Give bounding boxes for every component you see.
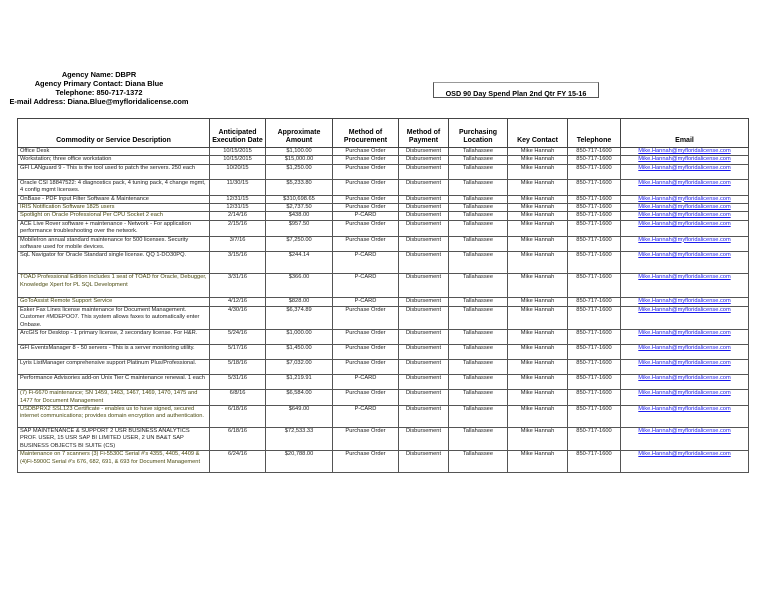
agency-info xyxy=(0,70,198,106)
table-row xyxy=(18,195,749,203)
email-link[interactable]: Mike.Hannah@myfloridalicense.com xyxy=(638,164,731,171)
payment-cell: Disbursement xyxy=(399,345,449,360)
header-telephone: Telephone xyxy=(568,119,621,148)
email-link[interactable]: Mike.Hannah@myfloridalicense.com xyxy=(638,360,731,367)
agency-name: Agency Name: DBPR xyxy=(61,70,137,79)
email-link[interactable]: Mike.Hannah@myfloridalicense.com xyxy=(638,451,731,458)
payment-cell: Disbursement xyxy=(399,427,449,450)
payment-cell: Disbursement xyxy=(399,156,449,164)
payment-cell: Disbursement xyxy=(399,252,449,274)
description-cell: GFI EventsManager 8 - 50 servers - This is a server monitoring utility. xyxy=(18,345,210,360)
header-date: Anticipated Execution Date xyxy=(210,119,266,148)
date-cell: 5/18/16 xyxy=(210,360,266,375)
location-cell: Tallahassee xyxy=(449,298,508,306)
description-cell: ArcGIS for Desktop - 1 primary license, 2 secondary license. For H&R. xyxy=(18,330,210,345)
description-cell: MobileIron annual standard maintenance for 500 licenses. Security software used for mobile devices. xyxy=(18,236,210,252)
email-link[interactable]: Mike.Hannah@myfloridalicense.com xyxy=(638,252,731,259)
contact-cell: Mike Hannah xyxy=(508,212,568,220)
description-cell: Workstation; three office workstation xyxy=(18,156,210,164)
telephone-cell: 850-717-1600 xyxy=(568,451,621,473)
header-procurement: Method of Procurement xyxy=(333,119,399,148)
procurement-cell: Purchase Order xyxy=(333,330,399,345)
date-cell: 2/14/16 xyxy=(210,212,266,220)
location-cell: Tallahassee xyxy=(449,236,508,252)
amount-cell: $1,250.00 xyxy=(266,164,333,179)
description-cell: IRIS Notification Software 1825 users xyxy=(18,204,210,212)
table-row xyxy=(18,451,749,473)
table-row xyxy=(18,274,749,298)
procurement-cell: P-CARD xyxy=(333,298,399,306)
telephone-cell: 850-717-1600 xyxy=(568,360,621,375)
description-cell: Oracle CSI 18847522: 4 diagnostics pack, 4 tuning pack, 4 change mgmt, 4 config mgmt licenses. xyxy=(18,179,210,195)
header-payment: Method of Payment xyxy=(399,119,449,148)
contact-cell: Mike Hannah xyxy=(508,375,568,390)
contact-cell: Mike Hannah xyxy=(508,345,568,360)
date-cell: 10/15/2015 xyxy=(210,148,266,156)
location-cell: Tallahassee xyxy=(449,220,508,236)
date-cell: 5/31/16 xyxy=(210,375,266,390)
payment-cell: Disbursement xyxy=(399,390,449,406)
procurement-cell: Purchase Order xyxy=(333,204,399,212)
date-cell: 10/15/2015 xyxy=(210,156,266,164)
telephone-cell: 850-717-1600 xyxy=(568,298,621,306)
payment-cell: Disbursement xyxy=(399,274,449,298)
header-location: Purchasing Location xyxy=(449,119,508,148)
table-row xyxy=(18,360,749,375)
table-row xyxy=(18,390,749,406)
email-cell xyxy=(621,164,749,179)
amount-cell: $6,584.00 xyxy=(266,390,333,406)
date-cell: 4/30/16 xyxy=(210,306,266,329)
email-cell xyxy=(621,252,749,274)
date-cell: 6/18/16 xyxy=(210,427,266,450)
amount-cell: $5,233.80 xyxy=(266,179,333,195)
payment-cell: Disbursement xyxy=(399,164,449,179)
email-link[interactable]: Mike.Hannah@myfloridalicense.com xyxy=(638,195,731,202)
contact-cell: Mike Hannah xyxy=(508,427,568,450)
email-cell xyxy=(621,306,749,329)
location-cell: Tallahassee xyxy=(449,179,508,195)
contact-cell: Mike Hannah xyxy=(508,204,568,212)
email-cell xyxy=(621,345,749,360)
date-cell: 3/7/16 xyxy=(210,236,266,252)
payment-cell: Disbursement xyxy=(399,306,449,329)
location-cell: Tallahassee xyxy=(449,274,508,298)
email-cell xyxy=(621,405,749,427)
email-cell xyxy=(621,212,749,220)
procurement-cell: Purchase Order xyxy=(333,156,399,164)
description-cell: GFI LANguard 9 - This is the tool used to patch the servers. 250 each xyxy=(18,164,210,179)
payment-cell: Disbursement xyxy=(399,220,449,236)
telephone-cell: 850-717-1600 xyxy=(568,195,621,203)
procurement-cell: P-CARD xyxy=(333,405,399,427)
location-cell: Tallahassee xyxy=(449,195,508,203)
procurement-cell: Purchase Order xyxy=(333,220,399,236)
table-row xyxy=(18,164,749,179)
amount-cell: $828.00 xyxy=(266,298,333,306)
contact-cell: Mike Hannah xyxy=(508,156,568,164)
header-contact: Key Contact xyxy=(508,119,568,148)
date-cell: 4/12/16 xyxy=(210,298,266,306)
amount-cell: $310,698.65 xyxy=(266,195,333,203)
spend-plan-table xyxy=(17,118,749,473)
email-cell xyxy=(621,156,749,164)
procurement-cell: Purchase Order xyxy=(333,164,399,179)
payment-cell: Disbursement xyxy=(399,148,449,156)
contact-cell: Mike Hannah xyxy=(508,451,568,473)
table-row xyxy=(18,405,749,427)
payment-cell: Disbursement xyxy=(399,179,449,195)
plan-title: OSD 90 Day Spend Plan 2nd Qtr FY 15-16 xyxy=(433,82,599,98)
amount-cell: $366.00 xyxy=(266,274,333,298)
table-row xyxy=(18,156,749,164)
table-header-row xyxy=(18,119,749,148)
email-link[interactable]: Mike.Hannah@myfloridalicense.com xyxy=(638,330,731,337)
procurement-cell: P-CARD xyxy=(333,274,399,298)
table-row xyxy=(18,236,749,252)
contact-cell: Mike Hannah xyxy=(508,252,568,274)
table-row xyxy=(18,375,749,390)
contact-cell: Mike Hannah xyxy=(508,330,568,345)
amount-cell: $1,219.91 xyxy=(266,375,333,390)
agency-contact: Agency Primary Contact: Diana Blue xyxy=(34,79,164,88)
amount-cell: $2,737.50 xyxy=(266,204,333,212)
amount-cell: $6,374.89 xyxy=(266,306,333,329)
location-cell: Tallahassee xyxy=(449,306,508,329)
date-cell: 6/8/16 xyxy=(210,390,266,406)
amount-cell: $7,250.00 xyxy=(266,236,333,252)
amount-cell: $15,000.00 xyxy=(266,156,333,164)
email-cell xyxy=(621,274,749,298)
location-cell: Tallahassee xyxy=(449,212,508,220)
description-cell: (7) Fi-6670 maintenance; SN 1459, 1463, 1467, 1469, 1470, 1475 and 1477 for Document Management xyxy=(18,390,210,406)
email-cell xyxy=(621,148,749,156)
amount-cell: $649.00 xyxy=(266,405,333,427)
email-link[interactable]: Mike.Hannah@myfloridalicense.com xyxy=(638,345,731,352)
telephone-cell: 850-717-1600 xyxy=(568,345,621,360)
telephone-cell: 850-717-1600 xyxy=(568,164,621,179)
contact-cell: Mike Hannah xyxy=(508,390,568,406)
procurement-cell: Purchase Order xyxy=(333,148,399,156)
telephone-cell: 850-717-1600 xyxy=(568,236,621,252)
procurement-cell: Purchase Order xyxy=(333,306,399,329)
description-cell: Esker Fax Lines license maintenance for Document Management. Customer #MDEPOO7. This system allows faxes to automatically enter Onbase. xyxy=(18,306,210,329)
email-link[interactable]: Mike.Hannah@myfloridalicense.com xyxy=(638,306,731,313)
email-cell xyxy=(621,375,749,390)
email-link[interactable]: Mike.Hannah@myfloridalicense.com xyxy=(638,298,731,305)
email-cell xyxy=(621,360,749,375)
procurement-cell: Purchase Order xyxy=(333,390,399,406)
payment-cell: Disbursement xyxy=(399,375,449,390)
email-cell xyxy=(621,179,749,195)
table-row xyxy=(18,212,749,220)
table-row xyxy=(18,252,749,274)
contact-cell: Mike Hannah xyxy=(508,360,568,375)
telephone-cell: 850-717-1600 xyxy=(568,212,621,220)
email-link[interactable]: Mike.Hannah@myfloridalicense.com xyxy=(638,427,731,434)
description-cell: Lyris ListManager comprehensive support Platinum Plus/Professional. xyxy=(18,360,210,375)
procurement-cell: Purchase Order xyxy=(333,179,399,195)
email-cell xyxy=(621,298,749,306)
email-link[interactable]: Mike.Hannah@myfloridalicense.com xyxy=(638,212,731,219)
contact-cell: Mike Hannah xyxy=(508,236,568,252)
email-cell xyxy=(621,236,749,252)
agency-email: E-mail Address: Diana.Blue@myfloridalicense.com xyxy=(9,97,189,106)
description-cell: ACE Live Rover software + maintenance - Network - For application performance troubleshooting over the network. xyxy=(18,220,210,236)
procurement-cell: P-CARD xyxy=(333,252,399,274)
email-link[interactable]: Mike.Hannah@myfloridalicense.com xyxy=(638,220,731,227)
telephone-cell: 850-717-1600 xyxy=(568,274,621,298)
telephone-cell: 850-717-1600 xyxy=(568,405,621,427)
email-link[interactable]: Mike.Hannah@myfloridalicense.com xyxy=(638,236,731,243)
procurement-cell: Purchase Order xyxy=(333,451,399,473)
amount-cell: $1,450.00 xyxy=(266,345,333,360)
table-row xyxy=(18,220,749,236)
payment-cell: Disbursement xyxy=(399,451,449,473)
agency-telephone: Telephone: 850-717-1372 xyxy=(55,88,143,97)
header-description: Commodity or Service Description xyxy=(18,119,210,148)
email-link[interactable]: Mike.Hannah@myfloridalicense.com xyxy=(638,390,731,397)
contact-cell: Mike Hannah xyxy=(508,405,568,427)
location-cell: Tallahassee xyxy=(449,345,508,360)
contact-cell: Mike Hannah xyxy=(508,164,568,179)
email-link[interactable]: Mike.Hannah@myfloridalicense.com xyxy=(638,204,731,211)
telephone-cell: 850-717-1600 xyxy=(568,390,621,406)
telephone-cell: 850-717-1600 xyxy=(568,204,621,212)
location-cell: Tallahassee xyxy=(449,164,508,179)
table-row xyxy=(18,298,749,306)
date-cell: 11/30/15 xyxy=(210,179,266,195)
contact-cell: Mike Hannah xyxy=(508,195,568,203)
procurement-cell: Purchase Order xyxy=(333,236,399,252)
telephone-cell: 850-717-1600 xyxy=(568,427,621,450)
procurement-cell: Purchase Order xyxy=(333,427,399,450)
contact-cell: Mike Hannah xyxy=(508,306,568,329)
email-cell xyxy=(621,451,749,473)
amount-cell: $20,788.00 xyxy=(266,451,333,473)
header-email: Email xyxy=(621,119,749,148)
payment-cell: Disbursement xyxy=(399,204,449,212)
date-cell: 10/20/15 xyxy=(210,164,266,179)
date-cell: 3/15/16 xyxy=(210,252,266,274)
payment-cell: Disbursement xyxy=(399,236,449,252)
date-cell: 5/17/16 xyxy=(210,345,266,360)
amount-cell: $438.00 xyxy=(266,212,333,220)
email-link[interactable]: Mike.Hannah@myfloridalicense.com xyxy=(638,179,731,186)
payment-cell: Disbursement xyxy=(399,330,449,345)
location-cell: Tallahassee xyxy=(449,204,508,212)
payment-cell: Disbursement xyxy=(399,212,449,220)
table-row xyxy=(18,179,749,195)
description-cell: Maintenance on 7 scanners (3) Fi-5530C Serial #'s 4355, 4405, 4409 & (4)Fi-5900C Serial #'s 676, 682, 691, & 693 for Document Management xyxy=(18,451,210,473)
location-cell: Tallahassee xyxy=(449,375,508,390)
description-cell: OnBase - PDF Input Filter Software & Maintenance xyxy=(18,195,210,203)
telephone-cell: 850-717-1600 xyxy=(568,306,621,329)
amount-cell: $957.50 xyxy=(266,220,333,236)
telephone-cell: 850-717-1600 xyxy=(568,375,621,390)
description-cell: TOAD Professional Edition includes 1 seat of TOAD for Oracle, Debugger, Knowledge Xpert for PL SQL Development xyxy=(18,274,210,298)
date-cell: 5/24/16 xyxy=(210,330,266,345)
amount-cell: $1,000.00 xyxy=(266,330,333,345)
payment-cell: Disbursement xyxy=(399,360,449,375)
date-cell: 12/31/15 xyxy=(210,204,266,212)
date-cell: 12/31/15 xyxy=(210,195,266,203)
payment-cell: Disbursement xyxy=(399,195,449,203)
location-cell: Tallahassee xyxy=(449,405,508,427)
location-cell: Tallahassee xyxy=(449,330,508,345)
contact-cell: Mike Hannah xyxy=(508,148,568,156)
table-row xyxy=(18,306,749,329)
date-cell: 6/18/16 xyxy=(210,405,266,427)
email-link[interactable]: Mike.Hannah@myfloridalicense.com xyxy=(638,405,731,412)
email-link[interactable]: Mike.Hannah@myfloridalicense.com xyxy=(638,148,731,154)
procurement-cell: Purchase Order xyxy=(333,345,399,360)
email-cell xyxy=(621,330,749,345)
telephone-cell: 850-717-1600 xyxy=(568,220,621,236)
contact-cell: Mike Hannah xyxy=(508,298,568,306)
procurement-cell: Purchase Order xyxy=(333,195,399,203)
description-cell: Spotlight on Oracle Professional Per CPU Socket 2 each xyxy=(18,212,210,220)
contact-cell: Mike Hannah xyxy=(508,274,568,298)
procurement-cell: P-CARD xyxy=(333,375,399,390)
description-cell: SAP MAINTENANCE & SUPPORT 2 USR BUSINESS ANALYTICS PROF. USER, 15 USR SAP BI LIMITED USER, 2 UN BA&T SAP BUSINESS OBJECTS BI SUITE (CS) xyxy=(18,427,210,450)
location-cell: Tallahassee xyxy=(449,156,508,164)
date-cell: 3/31/16 xyxy=(210,274,266,298)
table-row xyxy=(18,204,749,212)
payment-cell: Disbursement xyxy=(399,298,449,306)
amount-cell: $244.14 xyxy=(266,252,333,274)
email-cell xyxy=(621,390,749,406)
telephone-cell: 850-717-1600 xyxy=(568,156,621,164)
location-cell: Tallahassee xyxy=(449,252,508,274)
description-cell: Office Desk xyxy=(18,148,210,156)
payment-cell: Disbursement xyxy=(399,405,449,427)
telephone-cell: 850-717-1600 xyxy=(568,148,621,156)
location-cell: Tallahassee xyxy=(449,148,508,156)
date-cell: 2/15/16 xyxy=(210,220,266,236)
description-cell: Performance Advisories add-on Unix Tier C maintenance renewal. 1 each xyxy=(18,375,210,390)
email-cell xyxy=(621,427,749,450)
table-row xyxy=(18,330,749,345)
procurement-cell: P-CARD xyxy=(333,212,399,220)
contact-cell: Mike Hannah xyxy=(508,220,568,236)
procurement-cell: Purchase Order xyxy=(333,360,399,375)
email-link[interactable]: Mike.Hannah@myfloridalicense.com xyxy=(638,375,731,382)
location-cell: Tallahassee xyxy=(449,427,508,450)
telephone-cell: 850-717-1600 xyxy=(568,252,621,274)
email-cell xyxy=(621,220,749,236)
telephone-cell: 850-717-1600 xyxy=(568,330,621,345)
email-link[interactable]: Mike.Hannah@myfloridalicense.com xyxy=(638,156,731,163)
location-cell: Tallahassee xyxy=(449,390,508,406)
location-cell: Tallahassee xyxy=(449,451,508,473)
amount-cell: $7,032.00 xyxy=(266,360,333,375)
table-row xyxy=(18,345,749,360)
amount-cell: $72,533.33 xyxy=(266,427,333,450)
date-cell: 6/24/16 xyxy=(210,451,266,473)
amount-cell: $1,100.00 xyxy=(266,148,333,156)
header-amount: Approximate Amount xyxy=(266,119,333,148)
description-cell: GoToAssist Remote Support Service xyxy=(18,298,210,306)
table-row xyxy=(18,148,749,156)
contact-cell: Mike Hannah xyxy=(508,179,568,195)
table-row xyxy=(18,427,749,450)
email-cell xyxy=(621,195,749,203)
description-cell: USDBPRX2 SSL123 Certificate - enables us to have signed, secured internet communications; provides domain encryption and authentication. xyxy=(18,405,210,427)
telephone-cell: 850-717-1600 xyxy=(568,179,621,195)
location-cell: Tallahassee xyxy=(449,360,508,375)
email-link[interactable]: Mike.Hannah@myfloridalicense.com xyxy=(638,274,731,281)
description-cell: SqL Navigator for Oracle Standard single license. QQ 1-DO30PQ. xyxy=(18,252,210,274)
email-cell xyxy=(621,204,749,212)
